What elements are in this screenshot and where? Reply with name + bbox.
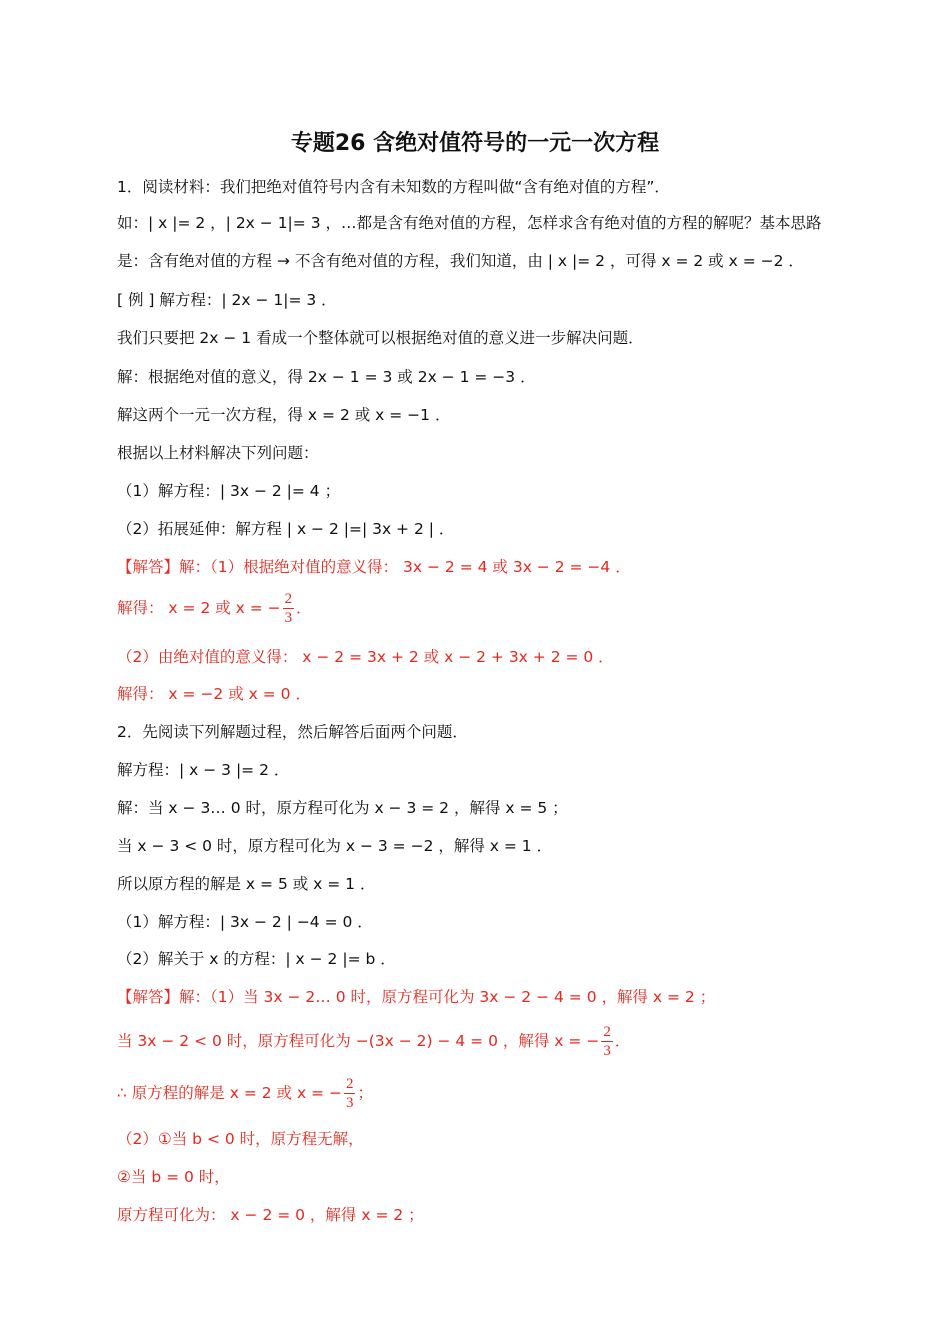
semicolon: ； xyxy=(357,1084,373,1102)
text-line: 解方程：| x − 3 |= 2 ． xyxy=(117,761,290,779)
period: ． xyxy=(296,599,312,617)
text-line: 2．先阅读下列解题过程，然后解答后面两个问题． xyxy=(117,723,468,741)
text-line: （1）解方程：| 3x − 2 | −4 = 0 ． xyxy=(117,913,373,931)
answer-line: 原方程可化为： x − 2 = 0 ，解得 x = 2 ； xyxy=(117,1206,424,1224)
answer-line-with-fraction xyxy=(117,590,312,627)
text-line: （1）解方程：| 3x − 2 |= 4 ； xyxy=(117,482,341,500)
fraction xyxy=(283,590,295,627)
fraction xyxy=(344,1075,356,1112)
fraction-numerator: 2 xyxy=(284,591,293,607)
text-line: 1．阅读材料：我们把绝对值符号内含有未知数的方程叫做“含有绝对值的方程”． xyxy=(117,178,670,196)
answer-line: （2）①当 b < 0 时，原方程无解， xyxy=(117,1130,364,1148)
answer-line: （2）由绝对值的意义得： x − 2 = 3x + 2 或 x − 2 + 3x + 2 = 0 ． xyxy=(117,648,614,666)
answer-line-with-fraction xyxy=(117,1023,630,1060)
answer-line: 【解答】解：（1）根据绝对值的意义得： 3x − 2 = 4 或 3x − 2 = −4 ． xyxy=(117,558,631,576)
text-line: 解：根据绝对值的意义，得 2x − 1 = 3 或 2x − 1 = −3 ． xyxy=(117,368,536,386)
answer-text: 解得： x = 2 或 x = − xyxy=(117,599,281,617)
text-line: 解：当 x − 3… 0 时，原方程可化为 x − 3 = 2 ，解得 x = 5 ； xyxy=(117,799,568,817)
text-line: （2）解关于 x 的方程：| x − 2 |= b ． xyxy=(117,950,396,968)
text-line: 根据以上材料解决下列问题： xyxy=(117,444,319,462)
text-line: [ 例 ] 解方程：| 2x − 1|= 3 ． xyxy=(117,291,337,309)
text-line: 所以原方程的解是 x = 5 或 x = 1 ． xyxy=(117,875,376,893)
text-line: （2）拓展延伸：解方程 | x − 2 |=| 3x + 2 | ． xyxy=(117,520,455,538)
fraction-numerator: 2 xyxy=(345,1076,354,1092)
answer-line: 【解答】解：（1）当 3x − 2… 0 时，原方程可化为 3x − 2 − 4 = 0 ，解得 x = 2 ； xyxy=(117,988,716,1006)
answer-line-with-fraction xyxy=(117,1075,373,1112)
fraction-denominator: 3 xyxy=(603,1043,611,1059)
fraction xyxy=(601,1023,613,1060)
page-title: 专题26 含绝对值符号的一元一次方程 xyxy=(290,131,660,156)
text-line: 我们只要把 2x − 1 看成一个整体就可以根据绝对值的意义进一步解决问题． xyxy=(117,329,644,347)
text-line: 如：| x |= 2 ，| 2x − 1|= 3 ，…都是含有绝对值的方程，怎样求含有绝对值的方程的解呢？基本思路 xyxy=(117,214,822,232)
text-line: 当 x − 3 < 0 时，原方程可化为 x − 3 = −2 ，解得 x = 1 ． xyxy=(117,837,553,855)
text-line: 解这两个一元一次方程，得 x = 2 或 x = −1 ． xyxy=(117,406,451,424)
fraction-denominator: 3 xyxy=(345,1095,354,1111)
answer-line: 解得： x = −2 或 x = 0 ． xyxy=(117,685,311,703)
period: ． xyxy=(614,1032,631,1050)
fraction-denominator: 3 xyxy=(284,610,293,626)
fraction-numerator: 2 xyxy=(603,1024,611,1040)
answer-line: ②当 b = 0 时， xyxy=(117,1168,230,1186)
answer-text: 当 3x − 2 < 0 时，原方程可化为 −(3x − 2) − 4 = 0 ，解得 x = − xyxy=(117,1032,600,1050)
answer-text: ∴ 原方程的解是 x = 2 或 x = − xyxy=(117,1084,342,1102)
text-line: 是：含有绝对值的方程 → 不含有绝对值的方程，我们知道，由 | x |= 2 ，可得 x = 2 或 x = −2 ． xyxy=(117,252,804,270)
